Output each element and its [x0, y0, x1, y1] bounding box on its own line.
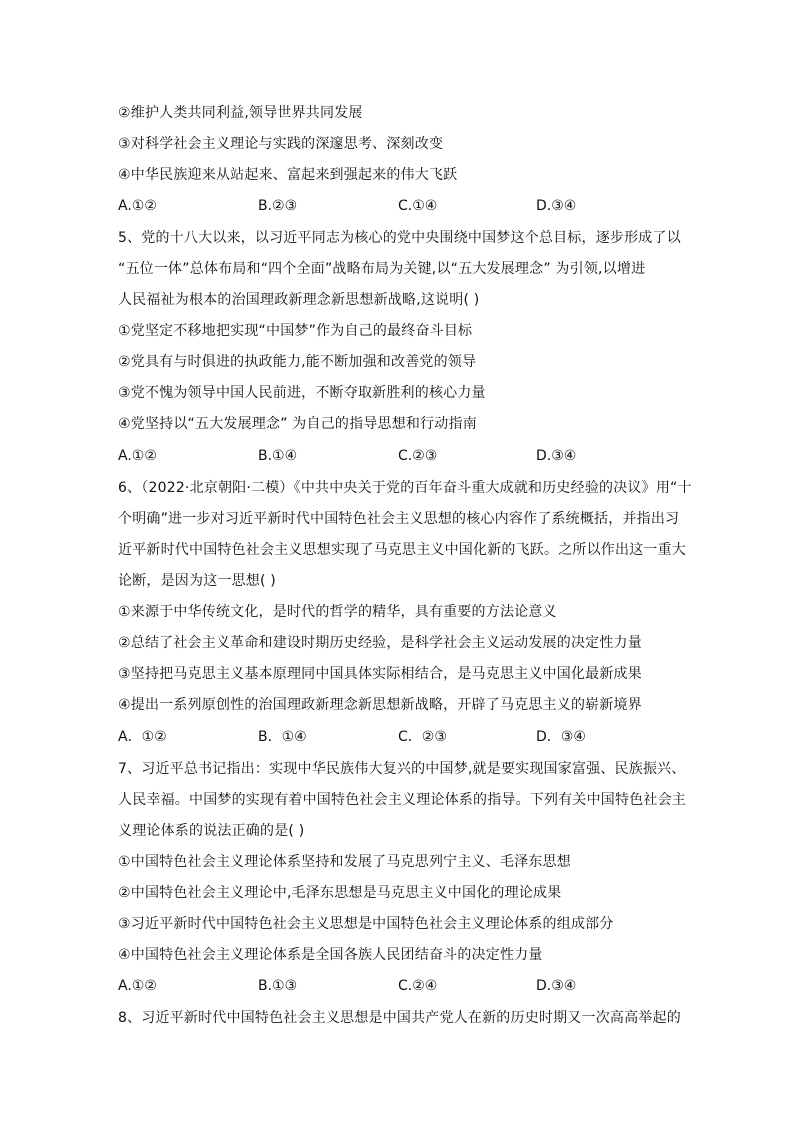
question-6-text: 论断，是因为这一思想( ): [118, 573, 276, 589]
option-statement-2: ②维护人类共同利益,领导世界共同发展: [118, 105, 363, 121]
choice-b[interactable]: B.②③: [258, 198, 298, 214]
option-statement-4: ④党坚持以“五大发展理念” 为自己的指导思想和行动指南: [118, 416, 477, 432]
option-statement-4: ④中国特色社会主义理论体系是全国各族人民团结奋斗的决定性力量: [118, 947, 543, 963]
choice-d[interactable]: D.③④: [536, 198, 577, 214]
answer-choices-q4: [118, 196, 678, 216]
question-5-text: 5、党的十八大以来，以习近平同志为核心的党中央围绕中国梦这个总目标，逐步形成了以: [118, 230, 681, 246]
choice-b[interactable]: B.①③: [258, 978, 298, 994]
option-statement-3: ③党不愧为领导中国人民前进，不断夺取新胜利的核心力量: [118, 385, 486, 401]
choice-d[interactable]: D.③④: [536, 978, 577, 994]
question-6-text: 6、（2022·北京朝阳·二模）《中共中央关于党的百年奋斗重大成就和历史经验的决议》用“十: [118, 480, 692, 496]
option-statement-3: ③坚持把马克思主义基本原理同中国具体实际相结合，是马克思主义中国化最新成果: [118, 666, 642, 682]
option-statement-3: ③习近平新时代中国特色社会主义思想是中国特色社会主义理论体系的组成部分: [118, 916, 614, 932]
choice-a[interactable]: A．①②: [118, 729, 167, 745]
choice-c[interactable]: C．②③: [398, 729, 447, 745]
option-statement-4: ④提出一系列原创性的治国理政新理念新思想新战略，开辟了马克思主义的崭新境界: [118, 697, 642, 713]
answer-choices-q6: [118, 727, 678, 747]
question-7-text: 义理论体系的说法正确的是( ): [118, 823, 305, 839]
choice-a[interactable]: A.①②: [118, 198, 157, 214]
option-statement-2: ②总结了社会主义革命和建设时期历史经验，是科学社会主义运动发展的决定性力量: [118, 635, 642, 651]
question-8-text: 8、习近平新时代中国特色社会主义思想是中国共产党人在新的历史时期又一次高高举起的: [118, 1010, 681, 1026]
choice-d[interactable]: D.③④: [536, 448, 577, 464]
question-7-text: 7、习近平总书记指出：实现中华民族伟大复兴的中国梦,就是要实现国家富强、民族振兴、: [118, 761, 686, 777]
question-6-text: 近平新时代中国特色社会主义思想实现了马克思主义中国化新的飞跃。之所以作出这一重大: [118, 542, 686, 558]
question-5-text: “五位一体”总体布局和“四个全面”战略布局为关键,以“五大发展理念” 为引领,以增进: [118, 261, 646, 277]
choice-c[interactable]: C.②④: [398, 978, 438, 994]
option-statement-3: ③对科学社会主义理论与实践的深邃思考、深刻改变: [118, 136, 444, 152]
option-statement-1: ①中国特色社会主义理论体系坚持和发展了马克思列宁主义、毛泽东思想: [118, 854, 571, 870]
choice-d[interactable]: D．③④: [536, 729, 586, 745]
answer-choices-q5: [118, 446, 678, 466]
question-6-text: 个明确”进一步对习近平新时代中国特色社会主义思想的核心内容作了系统概括，并指出习: [118, 511, 680, 527]
choice-b[interactable]: B.①④: [258, 448, 298, 464]
question-7-text: 人民幸福。中国梦的实现有着中国特色社会主义理论体系的指导。下列有关中国特色社会主: [118, 792, 686, 808]
option-statement-2: ②中国特色社会主义理论中,毛泽东思想是马克思主义中国化的理论成果: [118, 885, 562, 901]
option-statement-4: ④中华民族迎来从站起来、富起来到强起来的伟大飞跃: [118, 167, 458, 183]
question-5-text: 人民福祉为根本的治国理政新理念新思想新战略,这说明( ): [118, 292, 480, 308]
choice-a[interactable]: A.①②: [118, 448, 157, 464]
choice-a[interactable]: A.①②: [118, 978, 157, 994]
answer-choices-q7: [118, 976, 678, 996]
option-statement-2: ②党具有与时俱进的执政能力,能不断加强和改善党的领导: [118, 354, 477, 370]
choice-c[interactable]: C.①④: [398, 198, 438, 214]
choice-b[interactable]: B．①④: [258, 729, 307, 745]
option-statement-1: ①来源于中华传统文化，是时代的哲学的精华，具有重要的方法论意义: [118, 604, 557, 620]
choice-c[interactable]: C.②③: [398, 448, 438, 464]
option-statement-1: ①党坚定不移地把实现“中国梦”作为自己的最终奋斗目标: [118, 323, 473, 339]
